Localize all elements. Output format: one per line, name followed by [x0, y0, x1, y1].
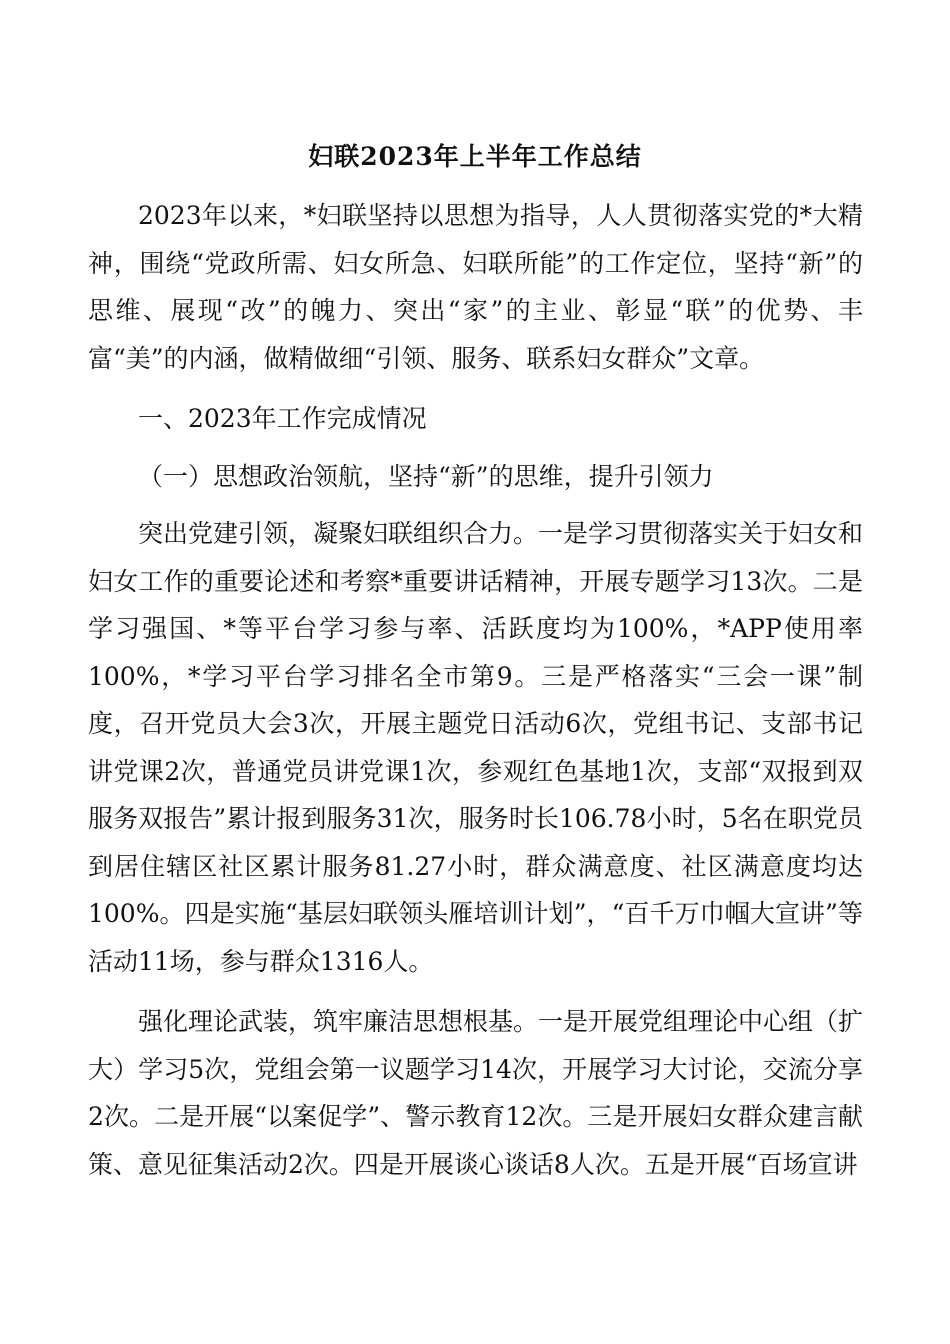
subsection-heading: （一）思想政治领航，坚持“新”的思维，提升引领力 [138, 461, 714, 491]
body-paragraph-theory-study: 强化理论武装，筑牢廉洁思想根基。一是开展党组理论中心组（扩大）学习5次，党组会第一议题学习14次，开展学习大讨论，交流分享2次。二是开展“以案促学”、警示教育12次。三是开展妇女群众建言献策、意见征集活动2次。四是开展谈心谈话8人次。五是开展“百场宣讲 [88, 1007, 864, 1179]
intro-paragraph: 2023年以来，*妇联坚持以思想为指导，人人贯彻落实党的*大精神，围绕“党政所需、妇女所急、妇联所能”的工作定位，坚持“新”的思维、展现“改”的魄力、突出“家”的主业、彰显“联”的优势、丰富“美”的内涵，做精做细“引领、服务、联系妇女群众”文章。 [88, 201, 863, 373]
section-heading: 一、2023年工作完成情况 [138, 404, 427, 433]
body-paragraph-party-building: 突出党建引领，凝聚妇联组织合力。一是学习贯彻落实关于妇女和妇女工作的重要论述和考察*重要讲话精神，开展专题学习13次。二是学习强国、*等平台学习参与率、活跃度均为100%，*APP使用率100%，*学习平台学习排名全市第9。三是严格落实“三会一课”制度，召开党员大会3次，开展主题党日活动6次，党组书记、支部书记讲党课2次，普通党员讲党课1次，参观红色基地1次，支部“双报到双服务双报告”累计报到服务31次，服务时长106.78小时，5名在职党员到居住辖区社区累计服务81.27小时，群众满意度、社区满意度均达100%。四是实施“基层妇联领头雁培训计划”，“百千万巾帼大宣讲”等活动11场，参与群众1316人。 [88, 519, 864, 976]
document-title: 妇联2023年上半年工作总结 [308, 142, 642, 171]
document-body [88, 192, 863, 1188]
